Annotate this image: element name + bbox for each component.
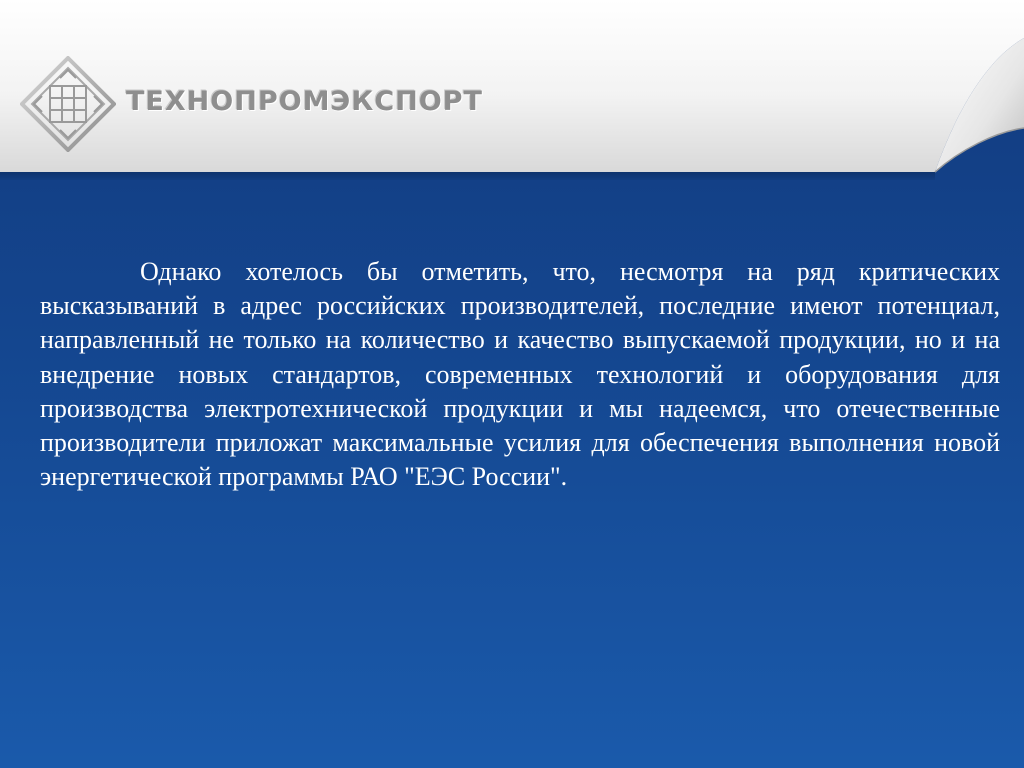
brand-wordmark: ТЕХНОПРОМЭКСПОРТ xyxy=(126,86,483,117)
diamond-grid-logo-icon xyxy=(20,56,116,152)
body-paragraph: Однако хотелось бы отметить, что, несмотря на ряд критических высказываний в адрес российских производителей, последние имеют потенциал, направленный не только на количество и качество выпускаемой продукции, но и на внедрение новых стандартов, современных технологий и оборудования для производства электротехнической продукции и мы надеемся, что отечественные производители приложат максимальные усилия для обеспечения выполнения новой энергетической программы РАО "ЕЭС России". xyxy=(40,257,1000,492)
